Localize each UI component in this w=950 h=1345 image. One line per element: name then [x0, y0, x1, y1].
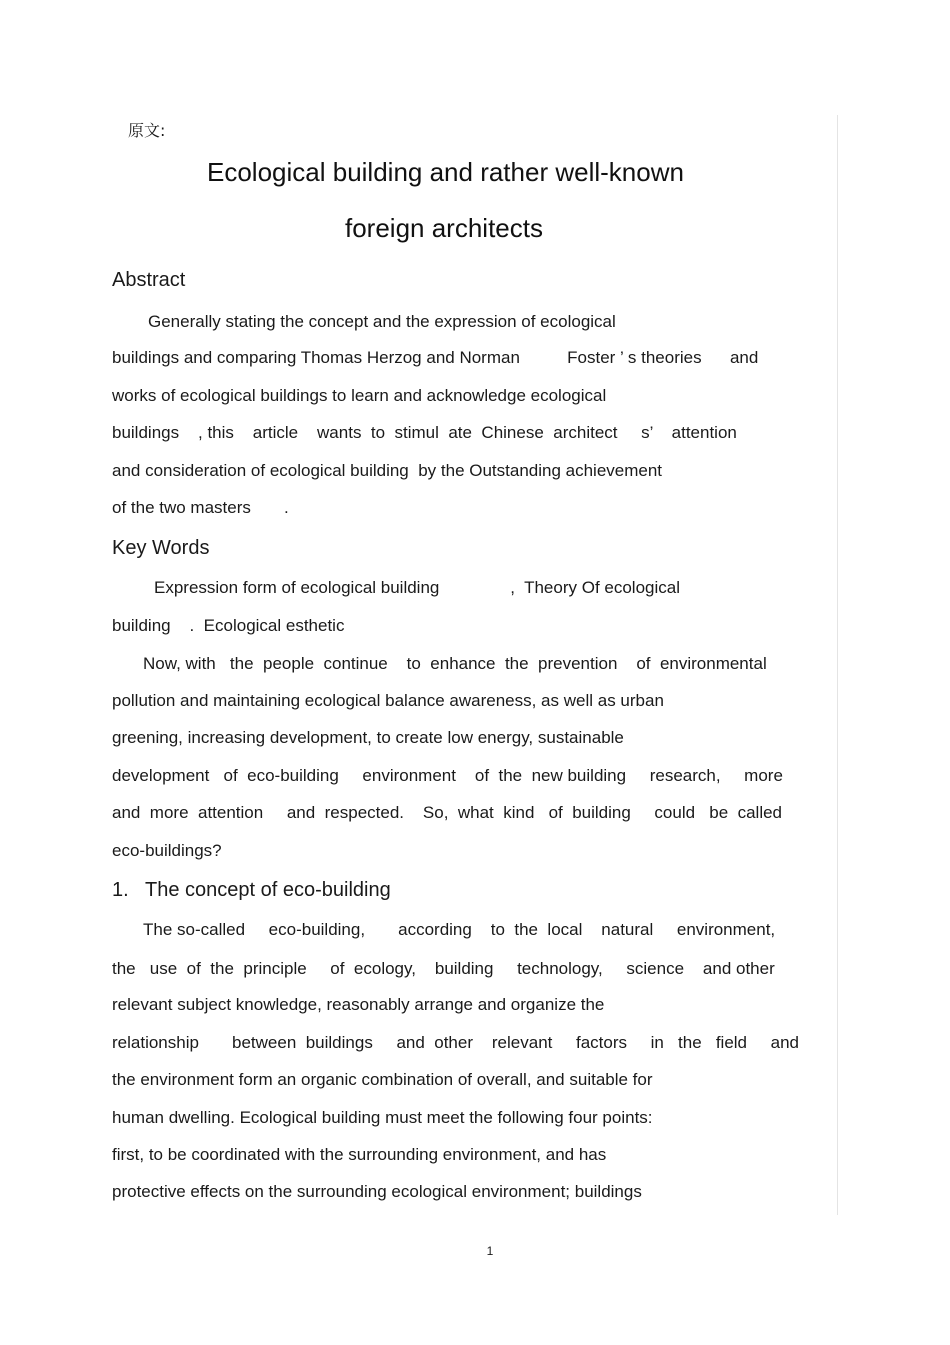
- intro-line: greening, increasing development, to create low energy, sustainable: [112, 728, 624, 747]
- intro-line: development of eco-building environment of the new building research, more: [112, 766, 783, 785]
- keywords-heading: Key Words: [112, 537, 210, 559]
- section-1-heading: 1. The concept of eco-building: [112, 879, 391, 901]
- section-1-line: relevant subject knowledge, reasonably arrange and organize the: [112, 995, 605, 1014]
- abstract-line: of the two masters .: [112, 498, 289, 517]
- section-1-line: relationship between buildings and other relevant factors in the field and: [112, 1033, 799, 1052]
- document-title-line-2: foreign architects: [345, 213, 543, 243]
- keywords-line: Expression form of ecological building , Theory Of ecological: [154, 578, 680, 597]
- document-title-line-1: Ecological building and rather well-known: [207, 157, 684, 187]
- abstract-line: Generally stating the concept and the expression of ecological: [148, 312, 616, 331]
- intro-line: and more attention and respected. So, what kind of building could be called: [112, 803, 783, 822]
- intro-line: eco-buildings?: [112, 841, 222, 860]
- page-margin-rule: [837, 115, 838, 1215]
- section-1-line: The so-called eco-building, according to the local natural environment,: [143, 920, 776, 939]
- intro-line: Now, with the people continue to enhance the prevention of environmental: [143, 654, 767, 673]
- section-1-line: first, to be coordinated with the surrounding environment, and has: [112, 1145, 607, 1164]
- abstract-heading: Abstract: [112, 269, 186, 291]
- abstract-line: and consideration of ecological building by the Outstanding achievement: [112, 461, 663, 480]
- abstract-line: buildings and comparing Thomas Herzog and Norman Foster ’ s theories and: [112, 348, 759, 367]
- abstract-line: works of ecological buildings to learn and acknowledge ecological: [112, 386, 607, 405]
- section-1-line: the use of the principle of ecology, building technology, science and other: [112, 959, 775, 978]
- source-label: 原文:: [128, 121, 166, 140]
- abstract-line: buildings , this article wants to stimul ate Chinese architect s’ attention: [112, 423, 737, 442]
- page-number: 1: [486, 1244, 494, 1258]
- section-1-line: protective effects on the surrounding ecological environment; buildings: [112, 1182, 642, 1201]
- section-1-line: the environment form an organic combination of overall, and suitable for: [112, 1070, 653, 1089]
- section-1-line: human dwelling. Ecological building must meet the following four points:: [112, 1108, 653, 1127]
- keywords-line: building . Ecological esthetic: [112, 616, 345, 635]
- intro-line: pollution and maintaining ecological balance awareness, as well as urban: [112, 691, 664, 710]
